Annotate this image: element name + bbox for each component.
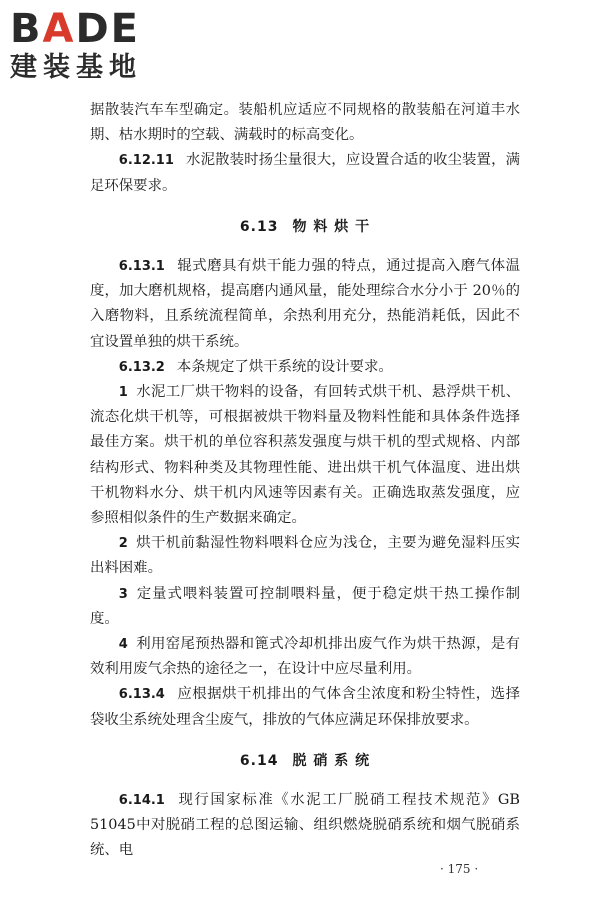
clause-text: 应根据烘干机排出的气体含尘浓度和粉尘特性，选择袋收尘系统处理含尘废气，排放的气体应满足环保排放要求。 [90,686,520,728]
clause-6-14-1 [90,788,520,864]
paragraph-continuation: 据散装汽车车型确定。装船机应适应不同规格的散装船在河道丰水期、枯水期时的空载、满载时的标高变化。 [90,102,520,144]
clause-number: 6.12.11 [118,153,174,169]
clause-text: 水泥散装时扬尘量很大，应设置合适的收尘装置，满足环保要求。 [90,152,520,194]
document-body [90,98,520,864]
clause-text: 现行国家标准《水泥工厂脱硝工程技术规范》GB 51045中对脱硝工程的总图运输、组织燃烧脱硝系统和烟气脱硝系统、电 [90,792,520,859]
sub-item-number: 4 [118,637,128,653]
section-number: 6.13 [239,218,279,235]
clause-text: 本条规定了烘干系统的设计要求。 [176,358,393,375]
clause-6-13-4 [90,682,520,732]
sub-item-text: 定量式喂料装置可控制喂料量，便于稳定烘干热工操作制度。 [90,585,520,627]
section-heading-6-14 [90,749,520,774]
bade-logo [10,6,180,84]
sub-item-number: 2 [118,536,128,552]
clause-6-12-11 [90,148,520,198]
section-heading-6-13 [90,215,520,240]
sub-item-text: 水泥工厂烘干物料的设备，有回转式烘干机、悬浮烘干机、流态化烘干机等，可根据被烘干物料量及物料性能和具体条件选择最佳方案。烘干机的单位容积蒸发强度与烘干机的型式规格、内部结构形式、物料种类及其物理性能、进出烘干机气体温度、进出烘干机物料水分、烘干机内风速等因素有关。正确选取蒸发强度，应参照相似条件的生产数据来确定。 [90,384,520,527]
clause-6-13-2 [90,355,520,380]
clause-number: 6.13.1 [118,259,165,275]
sub-item-4 [90,632,520,682]
logo-wordmark: BADE [10,6,140,52]
page-number: · 175 · [440,862,479,876]
clause-number: 6.14.1 [118,793,165,809]
sub-item-text: 烘干机前黏湿性物料喂料仓应为浅仓，主要为避免湿料压实出料困难。 [90,535,520,577]
sub-item-1 [90,380,520,531]
section-title: 物 料 烘 干 [292,218,371,235]
sub-item-2 [90,531,520,581]
sub-item-number: 1 [118,385,128,401]
clause-number: 6.13.2 [118,359,165,375]
clause-text: 辊式磨具有烘干能力强的特点，通过提高入磨气体温度，加大磨机规格，提高磨内通风量，能处理综合水分小于 20％的入磨物料，且系统流程简单，余热利用充分，热能消耗低，因此不宜设置单独的烘干系统。 [90,258,520,350]
sub-item-3 [90,582,520,632]
logo-subtitle: 建装基地 [10,52,142,83]
sub-item-text: 利用窑尾预热器和篦式冷却机排出废气作为烘干热源，是有效利用废气余热的途径之一，在设计中应尽量利用。 [90,636,520,678]
clause-number: 6.13.4 [118,687,165,703]
sub-item-number: 3 [118,586,128,602]
section-number: 6.14 [239,752,279,769]
section-title: 脱 硝 系 统 [292,752,371,769]
clause-6-13-1 [90,254,520,355]
